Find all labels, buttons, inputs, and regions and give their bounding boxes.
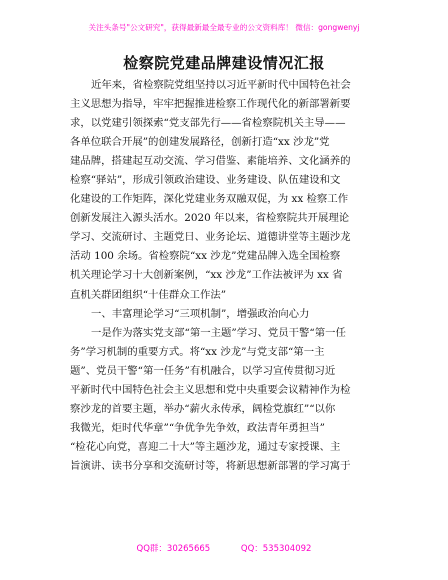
header-promo-banner: 关注头条号"公文研究"，获得最新最全最专业的公文资料库！ 微信：gongwenyj bbox=[88, 23, 360, 32]
body-line: 察沙龙的首要主题，举办“薪火永传承，阔检党旗红”“以你 bbox=[70, 402, 336, 415]
body-line: 学习、交流研讨、主题党日、业务论坛、道德讲堂等主题沙龙 bbox=[70, 231, 351, 244]
body-line: 活动 100 余场。省检察院“xx 沙龙”党建品牌入选全国检察 bbox=[70, 250, 341, 263]
body-line: 主义思想为指导，牢牢把握推进检察工作现代化的新部署新要 bbox=[70, 98, 351, 111]
footer-qq: QQ：535304092 bbox=[240, 544, 312, 554]
footer-qq-group: QQ群：30265665 bbox=[136, 544, 211, 554]
body-line: 一是作为落实党支部“第一主题”学习、党员干警“第一任 bbox=[91, 326, 346, 339]
body-line: 近年来，省检察院党组坚持以习近平新时代中国特色社会 bbox=[91, 79, 351, 91]
body-line: 化建设的工作矩阵，深化党建业务双融双促，为 xx 检察工作 bbox=[70, 193, 349, 206]
body-line: 建品牌，搭建起互动交流、学习借鉴、素能培养、文化涵养的 bbox=[70, 155, 351, 168]
footer-contact bbox=[0, 542, 448, 554]
section-heading: 一、丰富理论学习“三项机制”，增强政治向心力 bbox=[91, 307, 310, 320]
body-line: 旨演讲、读书分享和交流研讨等，将新思想新部署的学习寓于 bbox=[70, 459, 351, 472]
body-line: 各单位联合开展”的创建发展路径，创新打造“xx 沙龙”党 bbox=[70, 136, 330, 149]
body-line: 题”、党员干警“第一任务”有机融合，以学习宣传贯彻习近 bbox=[70, 364, 336, 377]
body-line: 务”学习机制的重要方式。将“xx 沙龙”与党支部“第一主 bbox=[70, 345, 325, 358]
body-line: 我微光，炬时代华章”“争优争先争效，政法青年勇担当” bbox=[70, 421, 325, 434]
document-title: 检察院党建品牌建设情况汇报 bbox=[123, 54, 325, 72]
body-line: 直机关群团组织“十佳群众工作法” bbox=[70, 288, 227, 301]
body-line: 平新时代中国特色社会主义思想和党中央重要会议精神作为检 bbox=[70, 383, 351, 396]
body-line: 求，以党建引领探索“党支部先行——省检察院机关主导—— bbox=[70, 117, 346, 130]
body-line: 创新发展注入源头活水。2020 年以来，省检察院共开展理论 bbox=[70, 212, 350, 225]
body-line: 检察“驿站”，形成引领政治建设、业务建设、队伍建设和文 bbox=[70, 174, 341, 187]
body-line: “检花心向党，喜迎二十大”等主题沙龙，通过专家授课、主 bbox=[70, 440, 341, 453]
body-line: 机关理论学习十大创新案例，“xx 沙龙”工作法被评为 xx 省 bbox=[70, 269, 343, 282]
document-body bbox=[70, 76, 388, 476]
